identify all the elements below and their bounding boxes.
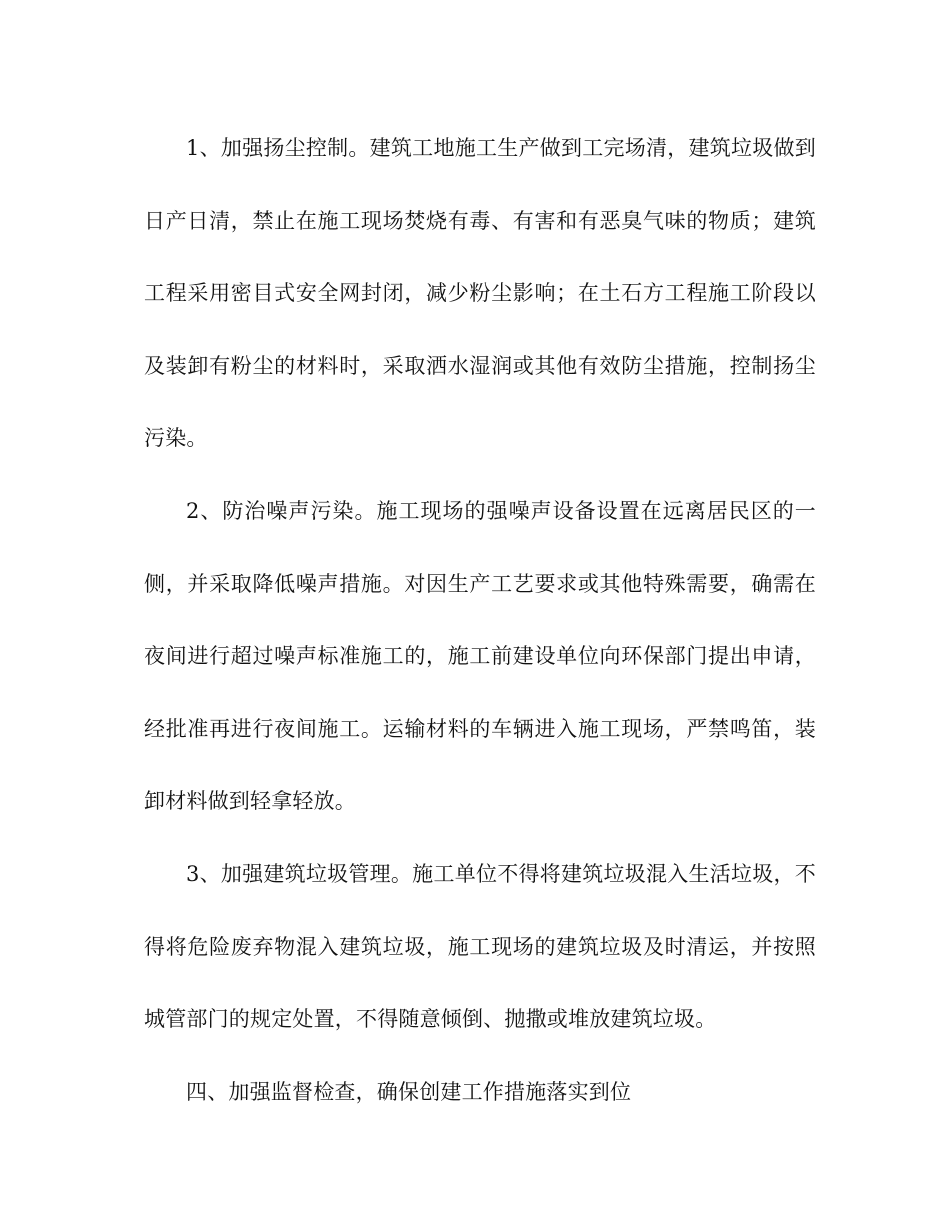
paragraph-dust-control: 1、加强扬尘控制。建筑工地施工生产做到工完场清，建筑垃圾做到日产日清，禁止在施工现场焚烧有毒、有害和有恶臭气味的物质；建筑工程采用密目式安全网封闭，减少粉尘影响；在土石方工程施工阶段以及装卸有粉尘的材料时，采取洒水湿润或其他有效防尘措施，控制扬尘污染。 [144, 136, 816, 451]
paragraph-noise-control: 2、防治噪声污染。施工现场的强噪声设备设置在远离居民区的一侧，并采取降低噪声措施。对因生产工艺要求或其他特殊需要，确需在夜间进行超过噪声标准施工的，施工前建设单位向环保部门提出申请，经批准再进行夜间施工。运输材料的车辆进入施工现场，严禁鸣笛，装卸材料做到轻拿轻放。 [144, 498, 816, 814]
document-body [144, 112, 816, 1128]
paragraph-waste-management: 3、加强建筑垃圾管理。施工单位不得将建筑垃圾混入生活垃圾，不得将危险废弃物混入建筑垃圾，施工现场的建筑垃圾及时清运，并按照城管部门的规定处置，不得随意倾倒、抛撒或堆放建筑垃圾。 [144, 861, 816, 1032]
section-heading-supervision: 四、加强监督检查，确保创建工作措施落实到位 [186, 1079, 632, 1104]
